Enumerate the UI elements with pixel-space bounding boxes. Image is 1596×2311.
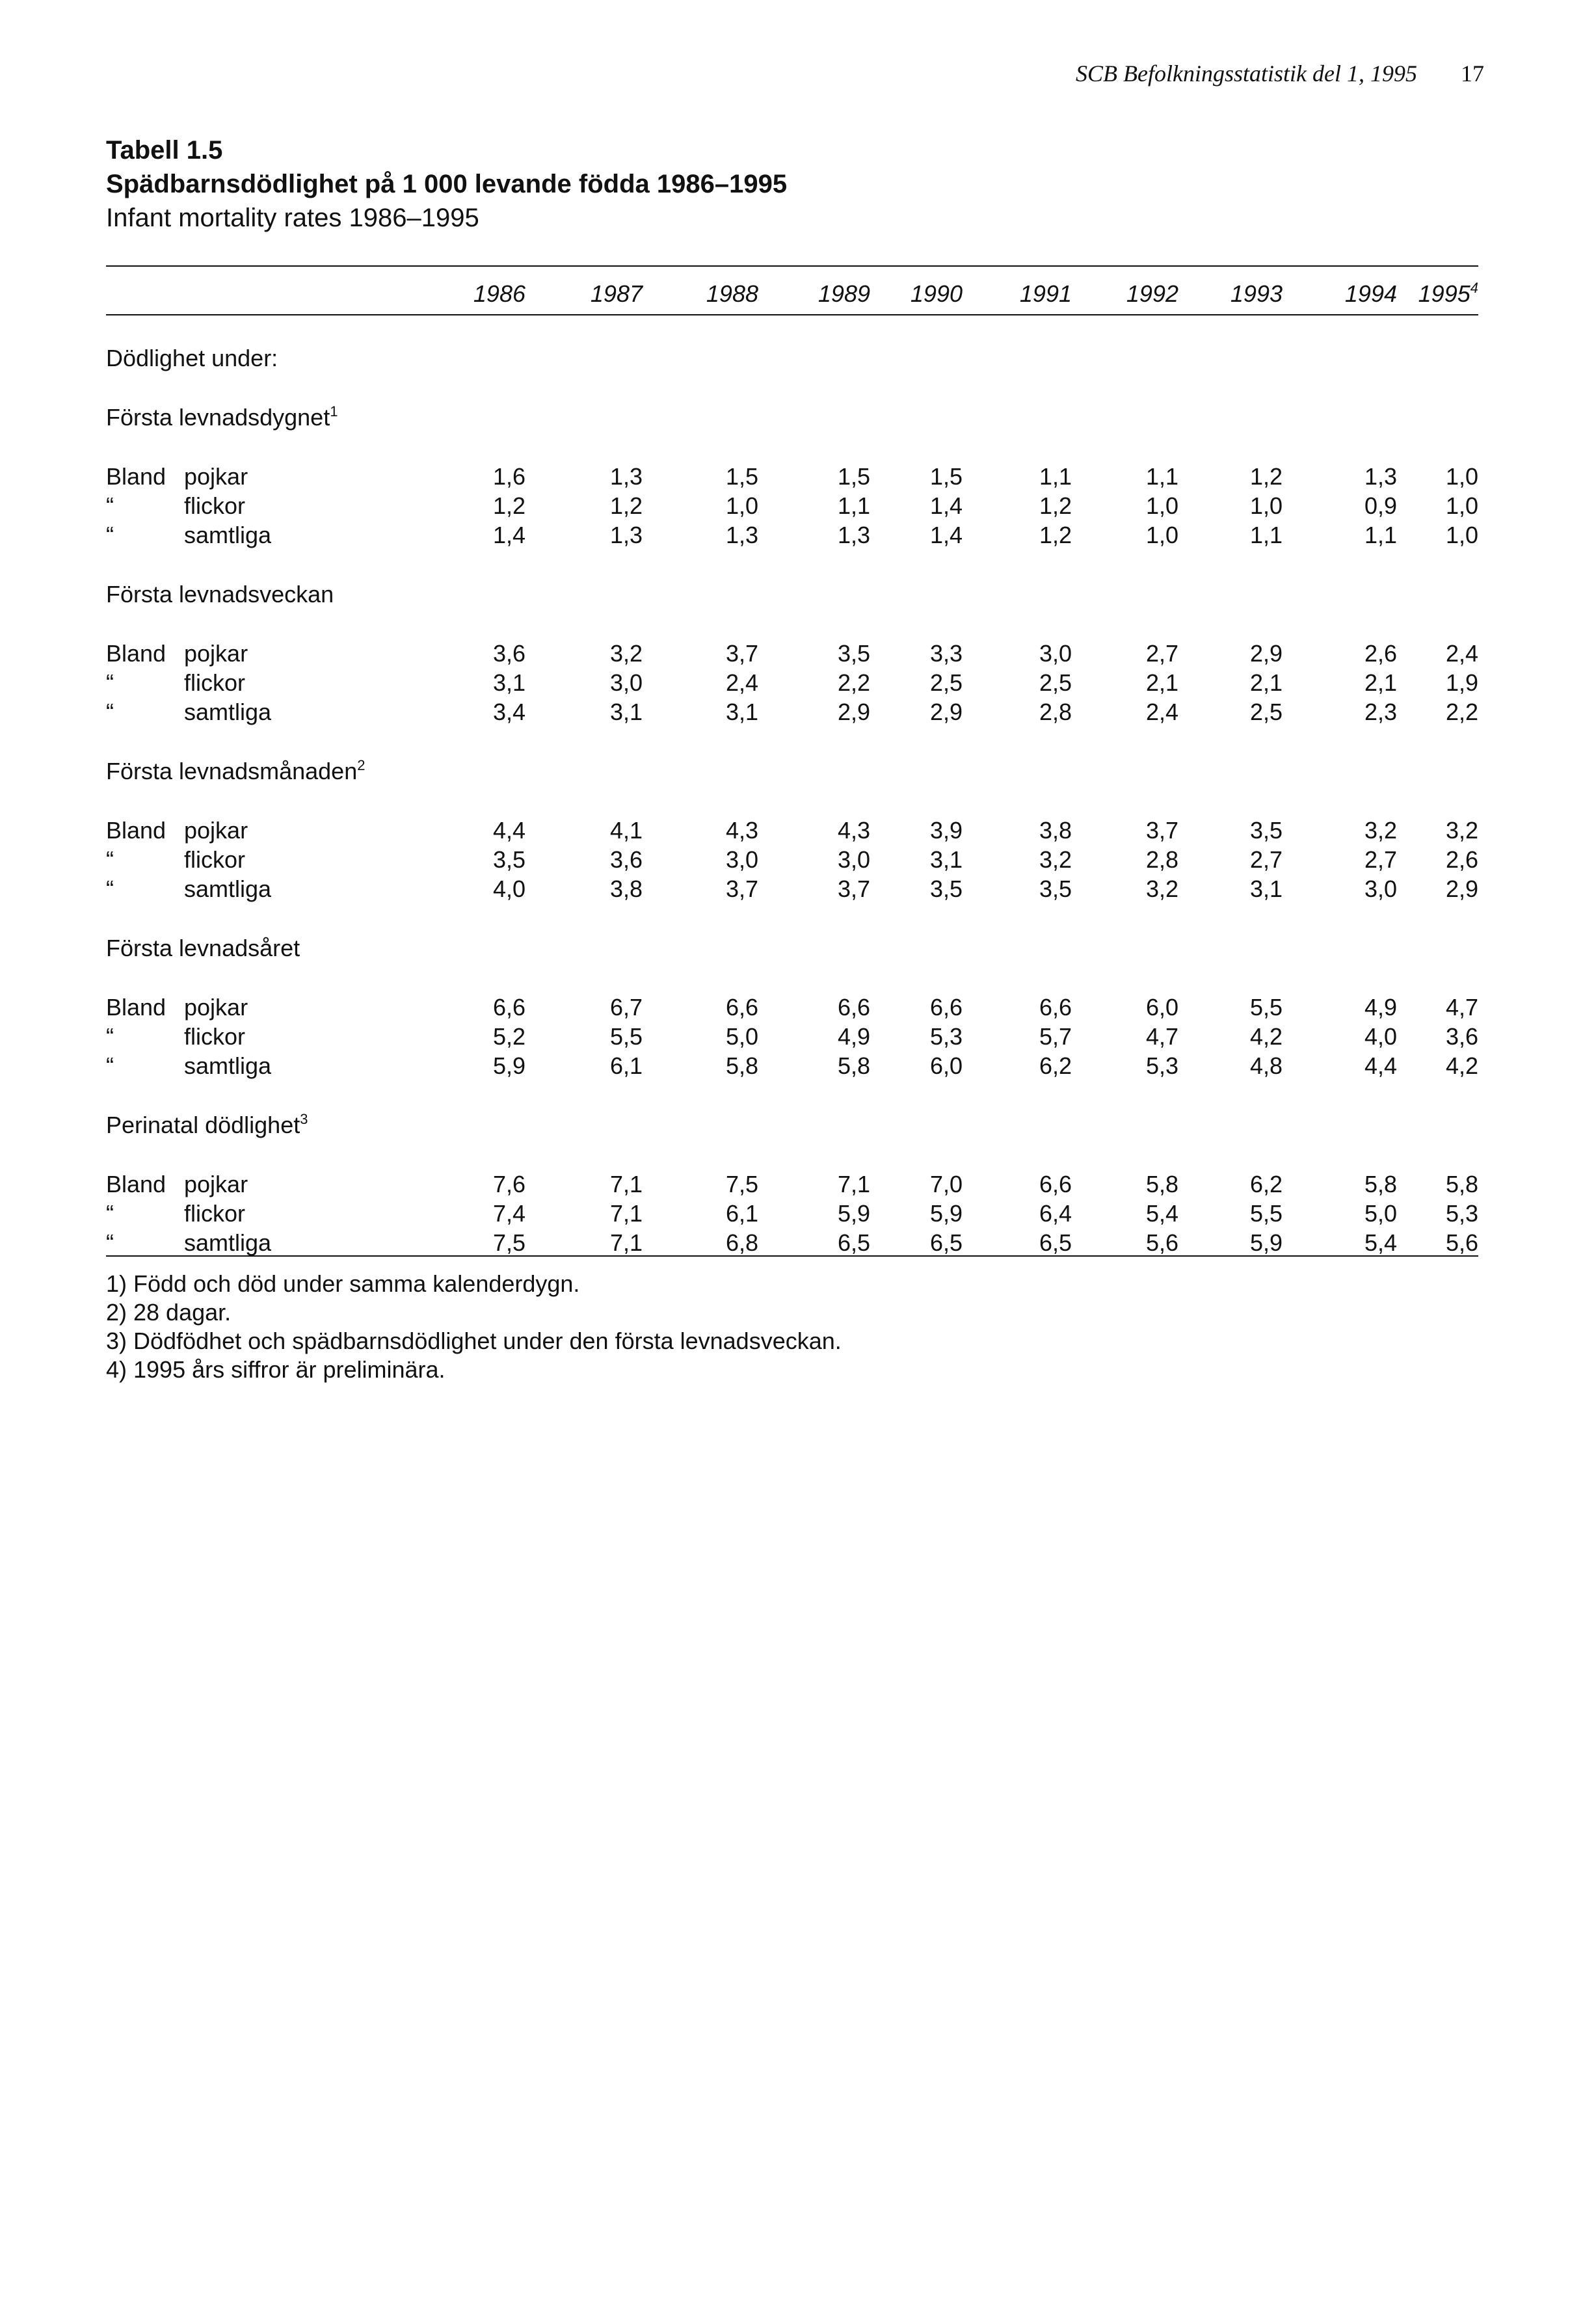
table-cell: 3,2: [1364, 817, 1397, 844]
row-prefix: “: [106, 1023, 114, 1050]
row-category: pojkar: [184, 463, 248, 490]
table-cell: 3,8: [609, 875, 643, 902]
table-cell: 6,6: [837, 994, 870, 1021]
table-cell: 1,2: [1039, 522, 1072, 548]
table-cell: 7,5: [725, 1171, 758, 1197]
row-prefix: “: [106, 1229, 114, 1256]
table-body: [106, 314, 1478, 1257]
table-cell: 4,8: [1249, 1052, 1283, 1079]
year-header-row: [106, 273, 1478, 314]
table-cell: 7,4: [492, 1200, 525, 1227]
table-cell: 1,3: [725, 522, 758, 548]
footnote: 2) 28 dagar.: [106, 1299, 232, 1326]
table-cell: 3,7: [725, 875, 758, 902]
table-row: [106, 668, 1478, 697]
table-cell: 1,4: [929, 492, 963, 519]
table-titles: [106, 133, 787, 235]
table-cell: 5,4: [1364, 1229, 1397, 1256]
row-category: samtliga: [184, 699, 272, 725]
row-label: [106, 1051, 386, 1080]
row-category: samtliga: [184, 522, 272, 548]
year-header: 1990: [910, 280, 963, 307]
table-cell: 5,9: [1249, 1229, 1283, 1256]
row-label: [106, 993, 386, 1022]
table-cell: 1,1: [837, 492, 870, 519]
table-cell: 6,6: [1039, 994, 1072, 1021]
row-prefix: Bland: [106, 994, 166, 1021]
table-cell: 5,8: [837, 1052, 870, 1079]
table-row: [106, 491, 1478, 520]
table-cell: 6,6: [1039, 1171, 1072, 1197]
table-top-rule: [106, 265, 1478, 267]
table-number: Tabell 1.5: [106, 136, 223, 165]
table-cell: 4,7: [1445, 994, 1478, 1021]
table-cell: 2,6: [1445, 846, 1478, 873]
table-cell: 5,4: [1145, 1200, 1178, 1227]
footnote-marker: 4: [1470, 280, 1478, 296]
table-cell: 5,9: [837, 1200, 870, 1227]
running-head: [0, 60, 1596, 99]
table-cell: 1,3: [609, 522, 643, 548]
table-cell: 1,0: [1249, 492, 1283, 519]
table-cell: 1,2: [1039, 492, 1072, 519]
table-cell: 5,2: [492, 1023, 525, 1050]
table-cell: 4,0: [1364, 1023, 1397, 1050]
row-prefix: “: [106, 1052, 114, 1079]
table-cell: 1,0: [1445, 522, 1478, 548]
table-cell: 2,1: [1249, 669, 1283, 696]
table-cell: 2,4: [1445, 640, 1478, 667]
table-cell: 1,2: [492, 492, 525, 519]
publication-title: SCB Befolkningsstatistik del 1, 1995: [1076, 60, 1417, 87]
table-cell: 3,0: [609, 669, 643, 696]
table-cell: 3,6: [609, 846, 643, 873]
table-cell: 7,1: [609, 1171, 643, 1197]
table-cell: 2,7: [1145, 640, 1178, 667]
table-cell: 5,5: [1249, 1200, 1283, 1227]
table-cell: 7,1: [609, 1229, 643, 1256]
mortality-table: [106, 273, 1478, 1257]
table-cell: 2,5: [1249, 699, 1283, 725]
row-prefix: “: [106, 1200, 114, 1227]
table-cell: 1,4: [492, 522, 525, 548]
row-category: samtliga: [184, 1229, 272, 1256]
table-cell: 2,5: [929, 669, 963, 696]
year-header: 1992: [1126, 280, 1178, 307]
table-row: [106, 1199, 1478, 1228]
header-blank: [106, 273, 386, 314]
footnote-marker: 2: [357, 757, 366, 773]
table-cell: 1,5: [725, 463, 758, 490]
table-cell: 5,6: [1145, 1229, 1178, 1256]
table-cell: 2,8: [1039, 699, 1072, 725]
table-cell: 5,8: [1364, 1171, 1397, 1197]
table-cell: 1,0: [1145, 522, 1178, 548]
table-cell: 1,9: [1445, 669, 1478, 696]
row-label: [106, 1022, 386, 1051]
table-cell: 4,9: [837, 1023, 870, 1050]
row-label: [106, 845, 386, 874]
table-cell: 2,2: [1445, 699, 1478, 725]
table-cell: 3,2: [609, 640, 643, 667]
row-label: [106, 462, 386, 491]
year-header-last: 1995$^4$: [1418, 280, 1478, 307]
year-header: 1986: [473, 280, 525, 307]
table-cell: 3,5: [1249, 817, 1283, 844]
table-heading: Dödlighet under:: [106, 345, 278, 371]
table-cell: 5,0: [725, 1023, 758, 1050]
table-cell: 1,3: [1364, 463, 1397, 490]
row-label: [106, 1199, 386, 1228]
table-cell: 7,0: [929, 1171, 963, 1197]
table-row: [106, 1051, 1478, 1080]
table-cell: 3,7: [725, 640, 758, 667]
footnotes: [106, 1270, 842, 1384]
section-label: Första levnadsveckan: [106, 581, 334, 608]
table-row: [106, 1022, 1478, 1051]
heading-row: [106, 343, 1478, 373]
table-cell: 6,1: [609, 1052, 643, 1079]
table-cell: 3,0: [837, 846, 870, 873]
row-prefix: “: [106, 522, 114, 548]
table-cell: 2,9: [1445, 875, 1478, 902]
table-cell: 2,3: [1364, 699, 1397, 725]
table-cell: 1,0: [1445, 463, 1478, 490]
table-row: [106, 1228, 1478, 1257]
row-label: [106, 697, 386, 727]
table-cell: 4,2: [1445, 1052, 1478, 1079]
table-cell: 1,3: [609, 463, 643, 490]
table-cell: 3,9: [929, 817, 963, 844]
section-row: [106, 580, 1478, 609]
table-cell: 2,1: [1145, 669, 1178, 696]
table-cell: 5,9: [929, 1200, 963, 1227]
table-cell: 4,3: [725, 817, 758, 844]
table-cell: 7,5: [492, 1229, 525, 1256]
section-label: Perinatal dödlighet$^3$: [106, 1111, 308, 1138]
year-header: 1991: [1019, 280, 1072, 307]
table-cell: 1,5: [837, 463, 870, 490]
table-cell: 1,0: [725, 492, 758, 519]
section-row: [106, 1110, 1478, 1140]
table-cell: 6,8: [725, 1229, 758, 1256]
table-cell: 5,5: [609, 1023, 643, 1050]
table-cell: 4,2: [1249, 1023, 1283, 1050]
table-row: [106, 639, 1478, 668]
row-category: flickor: [184, 846, 246, 873]
table-cell: 5,5: [1249, 994, 1283, 1021]
table-cell: 3,2: [1039, 846, 1072, 873]
row-label: [106, 816, 386, 845]
footnote: 1) Född och död under samma kalenderdygn.: [106, 1270, 580, 1297]
section-row: [106, 933, 1478, 963]
row-category: samtliga: [184, 875, 272, 902]
table-cell: 3,7: [837, 875, 870, 902]
table-cell: 2,9: [837, 699, 870, 725]
table-cell: 3,1: [1249, 875, 1283, 902]
table-cell: 2,7: [1249, 846, 1283, 873]
section-row: [106, 403, 1478, 432]
row-label: [106, 1228, 386, 1257]
section-label: Första levnadsåret: [106, 935, 300, 961]
row-label: [106, 639, 386, 668]
table-cell: 3,1: [609, 699, 643, 725]
footnote-marker: 1: [330, 403, 338, 420]
table-cell: 6,2: [1039, 1052, 1072, 1079]
table-row: [106, 874, 1478, 903]
page-number: 17: [1461, 60, 1484, 87]
table-cell: 4,3: [837, 817, 870, 844]
table-row: [106, 462, 1478, 491]
table-cell: 1,1: [1039, 463, 1072, 490]
table-cell: 3,7: [1145, 817, 1178, 844]
table-cell: 4,4: [1364, 1052, 1397, 1079]
table-cell: 6,4: [1039, 1200, 1072, 1227]
table-row: [106, 845, 1478, 874]
table-cell: 1,3: [837, 522, 870, 548]
table-cell: 2,8: [1145, 846, 1178, 873]
table-cell: 1,2: [609, 492, 643, 519]
table-cell: 6,0: [1145, 994, 1178, 1021]
table-row: [106, 816, 1478, 845]
table-cell: 1,5: [929, 463, 963, 490]
row-prefix: Bland: [106, 1171, 166, 1197]
table-cell: 1,4: [929, 522, 963, 548]
year-header: 1987: [590, 280, 643, 307]
table-cell: 5,9: [492, 1052, 525, 1079]
year-header: 1988: [706, 280, 758, 307]
table-cell: 3,5: [929, 875, 963, 902]
table-cell: 3,1: [929, 846, 963, 873]
row-category: pojkar: [184, 994, 248, 1021]
row-category: pojkar: [184, 640, 248, 667]
table-cell: 2,4: [1145, 699, 1178, 725]
table-cell: 5,8: [725, 1052, 758, 1079]
row-prefix: Bland: [106, 463, 166, 490]
footnote-marker: 3: [300, 1111, 308, 1127]
table-cell: 2,9: [1249, 640, 1283, 667]
table-cell: 4,0: [492, 875, 525, 902]
row-prefix: “: [106, 699, 114, 725]
table-cell: 3,0: [1364, 875, 1397, 902]
row-prefix: Bland: [106, 640, 166, 667]
table-cell: 5,8: [1445, 1171, 1478, 1197]
table-cell: 1,0: [1445, 492, 1478, 519]
table-cell: 5,3: [929, 1023, 963, 1050]
table-cell: 6,6: [929, 994, 963, 1021]
row-label: [106, 874, 386, 903]
table-title-english: Infant mortality rates 1986–1995: [106, 204, 479, 232]
row-prefix: “: [106, 669, 114, 696]
table-row: [106, 697, 1478, 727]
row-prefix: Bland: [106, 817, 166, 844]
table-cell: 1,1: [1145, 463, 1178, 490]
footnote: 4) 1995 års siffror är preliminära.: [106, 1356, 446, 1383]
table-cell: 3,6: [492, 640, 525, 667]
footnote: 3) Dödfödhet och spädbarnsdödlighet under den första levnadsveckan.: [106, 1328, 842, 1354]
table-cell: 6,2: [1249, 1171, 1283, 1197]
row-label: [106, 1169, 386, 1199]
row-category: flickor: [184, 1200, 246, 1227]
table-cell: 6,5: [1039, 1229, 1072, 1256]
row-label: [106, 520, 386, 550]
table-cell: 2,6: [1364, 640, 1397, 667]
year-header: 1993: [1230, 280, 1283, 307]
year-header: 1994: [1344, 280, 1397, 307]
table-cell: 2,2: [837, 669, 870, 696]
table-cell: 6,5: [929, 1229, 963, 1256]
table-cell: 1,2: [1249, 463, 1283, 490]
table-cell: 0,9: [1364, 492, 1397, 519]
row-prefix: “: [106, 492, 114, 519]
table-cell: 3,3: [929, 640, 963, 667]
table-cell: 3,1: [492, 669, 525, 696]
table-cell: 4,4: [492, 817, 525, 844]
row-label: [106, 668, 386, 697]
table-cell: 6,1: [725, 1200, 758, 1227]
table-cell: 3,0: [725, 846, 758, 873]
year-header: 1989: [818, 280, 870, 307]
table-cell: 4,7: [1145, 1023, 1178, 1050]
table-cell: 7,6: [492, 1171, 525, 1197]
table-cell: 5,3: [1445, 1200, 1478, 1227]
table-cell: 4,1: [609, 817, 643, 844]
table-cell: 7,1: [609, 1200, 643, 1227]
table-cell: 3,5: [837, 640, 870, 667]
row-category: pojkar: [184, 817, 248, 844]
table-cell: 3,5: [492, 846, 525, 873]
table-cell: 3,2: [1445, 817, 1478, 844]
table-cell: 5,3: [1145, 1052, 1178, 1079]
table-cell: 3,1: [725, 699, 758, 725]
section-label: Första levnadsdygnet$^1$: [106, 403, 338, 431]
table-cell: 2,5: [1039, 669, 1072, 696]
row-category: samtliga: [184, 1052, 272, 1079]
table-cell: 5,7: [1039, 1023, 1072, 1050]
table-title-swedish: Spädbarnsdödlighet på 1 000 levande födda 1986–1995: [106, 170, 788, 198]
row-prefix: “: [106, 846, 114, 873]
table-cell: 3,0: [1039, 640, 1072, 667]
table-cell: 2,7: [1364, 846, 1397, 873]
row-prefix: “: [106, 875, 114, 902]
table-cell: 6,6: [725, 994, 758, 1021]
table-row: [106, 993, 1478, 1022]
row-category: flickor: [184, 669, 246, 696]
row-category: flickor: [184, 1023, 246, 1050]
table-cell: 6,6: [492, 994, 525, 1021]
table-cell: 1,0: [1145, 492, 1178, 519]
section-row: [106, 756, 1478, 786]
row-category: pojkar: [184, 1171, 248, 1197]
table-row: [106, 520, 1478, 550]
table-cell: 6,5: [837, 1229, 870, 1256]
section-label: Första levnadsmånaden$^2$: [106, 757, 366, 784]
table-cell: 3,5: [1039, 875, 1072, 902]
row-category: flickor: [184, 492, 246, 519]
table-cell: 3,2: [1145, 875, 1178, 902]
table-cell: 3,8: [1039, 817, 1072, 844]
row-label: [106, 491, 386, 520]
table-cell: 6,7: [609, 994, 643, 1021]
table-cell: 5,0: [1364, 1200, 1397, 1227]
table-cell: 3,4: [492, 699, 525, 725]
table-cell: 7,1: [837, 1171, 870, 1197]
table-cell: 1,6: [492, 463, 525, 490]
table-cell: 1,1: [1249, 522, 1283, 548]
table-cell: 2,4: [725, 669, 758, 696]
table-cell: 6,0: [929, 1052, 963, 1079]
table-cell: 1,1: [1364, 522, 1397, 548]
table-cell: 5,8: [1145, 1171, 1178, 1197]
table-cell: 5,6: [1445, 1229, 1478, 1256]
table-cell: 3,6: [1445, 1023, 1478, 1050]
table-row: [106, 1169, 1478, 1199]
table-cell: 2,9: [929, 699, 963, 725]
table-cell: 2,1: [1364, 669, 1397, 696]
table-cell: 4,9: [1364, 994, 1397, 1021]
